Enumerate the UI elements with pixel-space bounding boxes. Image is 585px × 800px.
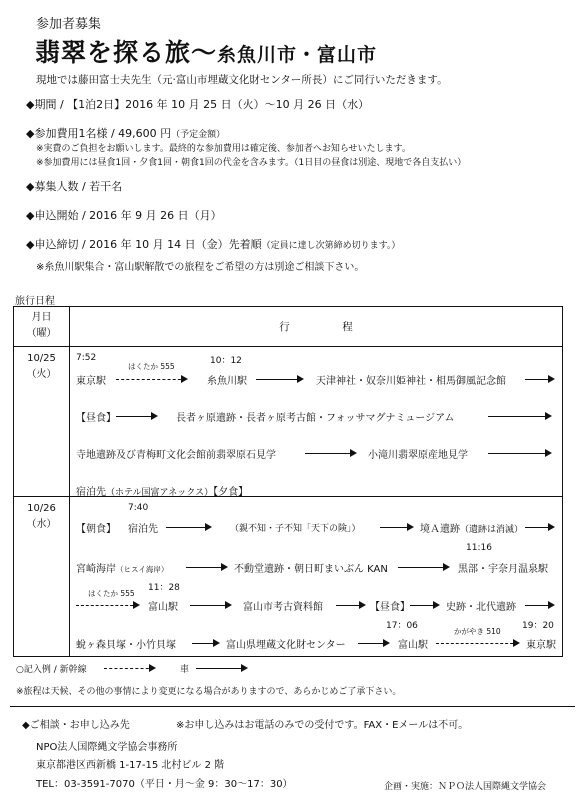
day1-time-depart: 7:52 xyxy=(76,353,97,363)
day2-miyazaki xyxy=(76,560,168,575)
day2-sakai xyxy=(420,520,523,535)
day1-car-arrow-2 xyxy=(525,379,553,380)
recruit-label: 参加者募集 xyxy=(36,17,102,32)
fee-line xyxy=(26,125,225,141)
day2-stay: 宿泊先 xyxy=(128,524,158,535)
schedule-header-row xyxy=(14,307,563,347)
day1-date: 10/25 xyxy=(27,353,56,364)
day2-shinkansen-arrow-2 xyxy=(436,643,518,644)
day2-toyama-center: 富山県埋蔵文化財センター xyxy=(226,640,346,651)
fee-text: ◆参加費用1名様 / 49,600 円 xyxy=(26,127,172,140)
day2-date: 10/26 xyxy=(27,503,56,514)
day1-car-arrow-6 xyxy=(488,453,550,454)
guide-note: 現地では藤田富士夫先生（元·富山市埋蔵文化財センター所長）にご同行いただきます。 xyxy=(36,74,448,86)
title-sub: 糸魚川市・富山市 xyxy=(217,44,378,66)
contact-tel: TEL：03-3591-7070（平日・月〜金 9：30〜17：30） xyxy=(36,779,293,790)
day2-breakfast: 【朝食】 xyxy=(76,524,116,535)
day1-car-arrow-4 xyxy=(488,416,550,417)
day2-shinkansen-arrow-1 xyxy=(76,605,138,606)
day1-chojagahara: 長者ヶ原遺跡・長者ヶ原考古館・フォッサマグナミュージアム xyxy=(176,413,455,424)
col-weekday: （曜） xyxy=(26,328,57,339)
day1-tokyo-station: 東京駅 xyxy=(76,376,106,387)
day2-car-arrow-3 xyxy=(525,527,553,528)
apply-end-note: （定員に達し次第締め切ります。） xyxy=(261,241,401,251)
fee-estimate-note: （予定金額） xyxy=(171,130,226,140)
day1-car-arrow-1 xyxy=(256,379,302,380)
legend-label: ○記入例 / 新幹線 xyxy=(16,665,87,675)
station-note: ※糸魚川駅集合・富山駅解散での旅程をご希望の方は別途ご相談下さい。 xyxy=(36,262,365,273)
page-title xyxy=(35,33,377,69)
legend-shinkansen-arrow xyxy=(104,668,154,669)
day2-tokyo-station: 東京駅 xyxy=(526,640,556,651)
day2-car-arrow-10 xyxy=(192,643,218,644)
day1-hotel: （ホテル国富アネックス） xyxy=(106,488,214,498)
day2-miyazaki-label: 宮崎海岸 xyxy=(76,564,116,575)
day2-toyama-museum: 富山市考古資料館 xyxy=(243,602,323,613)
itinerary-column-header: 行 程 xyxy=(70,307,563,347)
day1-car-arrow-5 xyxy=(305,453,355,454)
day2-date-cell xyxy=(14,497,70,657)
day2-miyazaki-note: （ヒスイ海岸） xyxy=(116,565,169,574)
date-column-header xyxy=(14,307,70,347)
day2-train-name-1: はくたか 555 xyxy=(88,589,135,598)
contact-phone-only: ※お申し込みはお電話のみでの受付です。FAX・Eメールは不可。 xyxy=(176,720,469,731)
day2-hokudai: 史跡・北代遺跡 xyxy=(446,602,516,613)
day2-car-arrow-11 xyxy=(358,643,388,644)
day2-tenka: （親不知・子不知「天下の険」） xyxy=(230,524,361,534)
day2-time-arrive-tokyo: 19：20 xyxy=(522,621,554,631)
apply-end-text: ◆申込締切 / 2016 年 10 月 14 日（金）先着順 xyxy=(26,238,262,251)
day1-kotakigawa: 小滝川翡翠原産地見学 xyxy=(368,450,468,461)
schedule-heading: 旅行日程 xyxy=(15,296,55,307)
day2-shell-mounds: 蛻ヶ森貝塚・小竹貝塚 xyxy=(76,640,176,651)
contact-title: ◆ご相談・お申し込み先 xyxy=(22,720,130,731)
day2-car-arrow-4 xyxy=(186,567,226,568)
contact-divider xyxy=(10,706,575,707)
day2-sakai-note: （遺跡は消滅） xyxy=(460,525,524,535)
day1-shrines: 天津神社・奴奈川姫神社・相馬御風記念館 xyxy=(316,376,506,387)
capacity-line: ◆募集人数 / 若干名 xyxy=(26,180,123,193)
day2-fudodo: 不動堂遺跡・朝日町まいぶん KAN xyxy=(234,564,388,575)
legend-car-label: 車 xyxy=(180,665,190,675)
day2-time-depart-toyama: 17：06 xyxy=(386,621,418,631)
day2-lunch: 【昼食】 xyxy=(370,602,410,613)
title-main: 翡翠を探る旅〜 xyxy=(35,38,218,67)
col-date: 月日 xyxy=(31,312,52,323)
day2-car-arrow-9 xyxy=(525,605,553,606)
contact-org: NPO法人国際縄文学協会事務所 xyxy=(36,742,178,753)
day1-dinner: 【夕食】 xyxy=(213,487,249,498)
day2-toyama-station-2: 富山駅 xyxy=(398,640,428,651)
disclaimer: ※旅程は天候、その他の事情により変更になる場合がありますので、あらかじめご了承下さい。 xyxy=(16,687,402,697)
apply-start-line: ◆申込開始 / 2016 年 9 月 26 日（月） xyxy=(26,209,222,222)
fee-detail-2: ※参加費用には昼食1回・夕食1回・朝食1回の代金を含みます。（1日目の昼食は別途、現地で各自支払い） xyxy=(36,158,467,168)
day2-toyama-station: 富山駅 xyxy=(148,602,178,613)
day2-car-arrow-1 xyxy=(166,527,210,528)
day1-weekday: （火） xyxy=(26,369,57,380)
day2-weekday: （水） xyxy=(26,519,57,530)
organizer: 企画・実施：ＮＰＯ法人国際縄文学協会 xyxy=(384,782,547,792)
day1-stay-label: 宿泊先 xyxy=(76,487,106,498)
day2-sakai-label: 境Ａ遺跡 xyxy=(420,524,460,535)
day1-time-arrive: 10：12 xyxy=(210,356,242,366)
day2-time-toyama: 11：28 xyxy=(148,583,180,593)
day1-shinkansen-arrow xyxy=(116,379,186,380)
apply-end-line xyxy=(26,236,400,252)
day2-car-arrow-5 xyxy=(398,567,448,568)
day2-car-arrow-7 xyxy=(336,605,364,606)
day2-kurobe-station: 黒部・宇奈月温泉駅 xyxy=(458,564,548,575)
day2-car-arrow-2 xyxy=(380,527,412,528)
day2-time-kurobe: 11:16 xyxy=(466,543,492,553)
day1-itoigawa-station: 糸魚川駅 xyxy=(207,376,247,387)
day1-stay xyxy=(76,483,248,498)
fee-detail-1: ※実費のご負担をお願いします。最終的な参加費用は確定後、参加者へお知らせいたします。 xyxy=(36,144,411,154)
day2-car-arrow-8 xyxy=(410,605,438,606)
day1-lunch: 【昼食】 xyxy=(76,413,116,424)
period-line: ◆期間 / 【1泊2日】2016 年 10 月 25 日（火）〜10 月 26 日（水） xyxy=(26,98,370,111)
day1-train-name: はくたか 555 xyxy=(128,362,175,371)
day1-date-cell xyxy=(14,347,70,497)
day2-time-depart: 7:40 xyxy=(128,503,149,513)
day1-teraji: 寺地遺跡及び青梅町文化会館前翡翠原石見学 xyxy=(76,450,276,461)
day1-car-arrow-3 xyxy=(116,416,156,417)
legend-car-arrow xyxy=(196,668,246,669)
day2-train-name-2: かがやき 510 xyxy=(454,627,501,636)
day2-car-arrow-6 xyxy=(190,605,230,606)
contact-address: 東京都港区西新橋 1-17-15 北村ビル 2 階 xyxy=(36,760,225,771)
